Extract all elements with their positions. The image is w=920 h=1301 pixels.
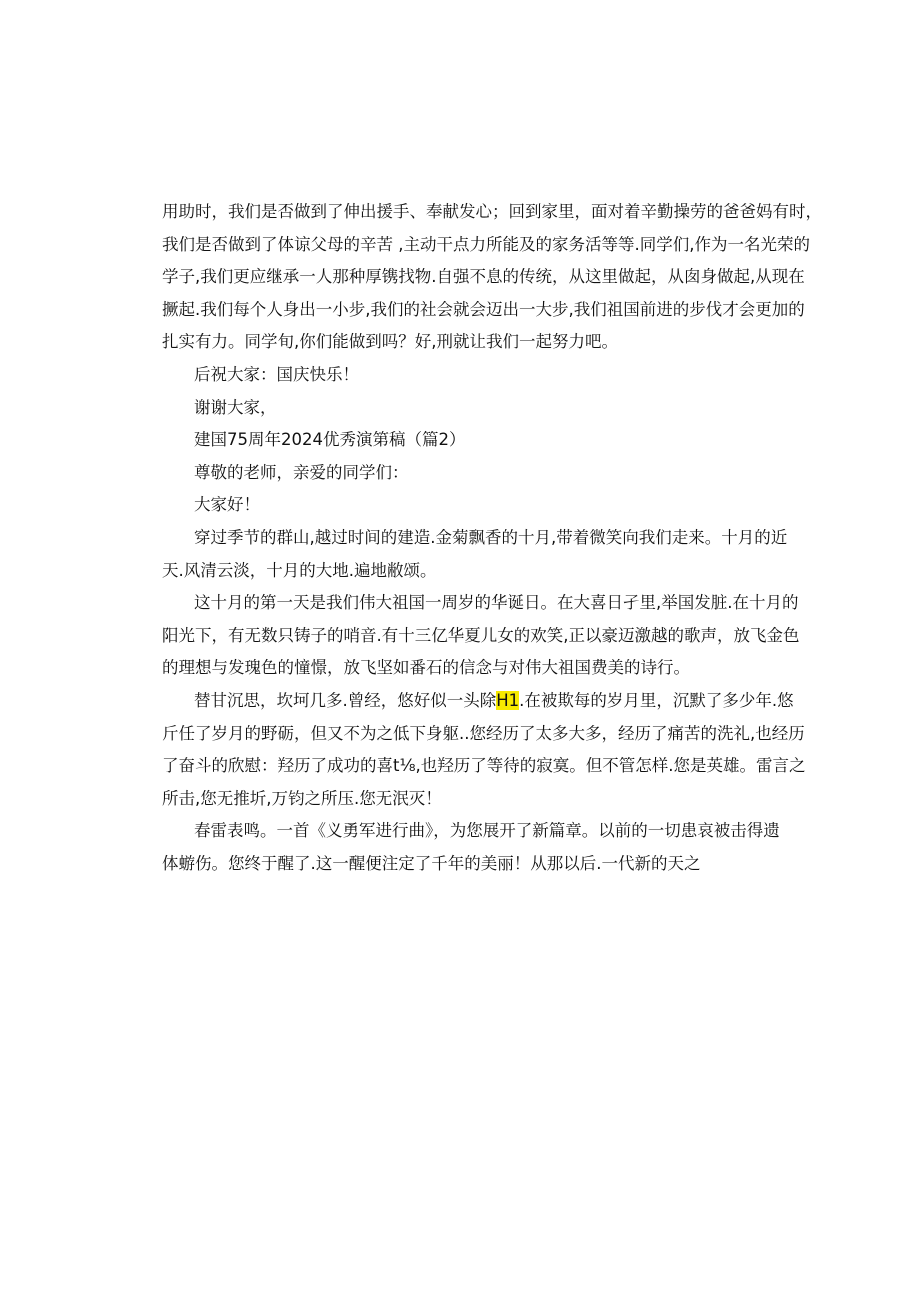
- text-line: 用助时，我们是否做到了伸出援手、奉献发心；回到家里，面对着辛勤操劳的爸爸妈有时，: [162, 202, 822, 221]
- text-segment: .在被欺每的岁月里，沉默了多少年.悠: [519, 690, 794, 710]
- closing-wish: 后祝大家：国庆快乐！: [194, 364, 359, 384]
- text-line: 扎实有力。同学旬,你们能做到吗？好,刑就让我们一起努力吧。: [162, 332, 618, 352]
- thanks-line: 谢谢大家，: [194, 397, 277, 417]
- text-line: 天.风清云淡，十月的大地.遍地敝颂。: [162, 560, 437, 580]
- salutation: 尊敬的老师，亲爱的同学们：: [194, 462, 409, 482]
- text-line: 了奋斗的欣慰：羟历了成功的喜t⅛,也羟历了等待的寂寞。但不管怎样.您是英雄。雷言之: [162, 756, 806, 776]
- highlighted-text: H1: [496, 690, 520, 710]
- text-line: 的理想与发瑰色的憧憬，放飞坚如番石的信念与对伟大祖国费美的诗行。: [162, 658, 690, 678]
- text-line: 我们是否做到了体谅父母的辛苦 ,主动干点力所能及的家务活等等.同学们,作为一名光荣的: [162, 234, 810, 254]
- text-line: 阳光下，有无数只铸子的哨音.有十三亿华夏儿女的欢笑,正以豪迈激越的歌声，放飞金色: [162, 625, 800, 645]
- text-line: 学子,我们更应继承一人那种厚镌找物.自强不息的传统，从这里做起，从囱身做起,从现在: [162, 267, 805, 287]
- text-line: 撅起.我们每个人身出一小步,我们的社会就会迈出一大步,我们祖国前进的步伐才会更加的: [162, 299, 805, 319]
- paragraph-first-line: 春雷表鸣。一首《义勇军进行曲》，为您展开了新篇章。以前的一切患哀被击得遗: [194, 821, 780, 841]
- paragraph-first-line: 穿过季节的群山,越过时间的建造.金菊飘香的十月,带着微笑向我们走来。十月的近: [194, 527, 788, 547]
- text-line: 斤任了岁月的野砺，但又不为之低下身躯..您经历了太多大多，经历了痛苦的洗礼,也经历: [162, 723, 805, 743]
- greeting: 大家好！: [194, 495, 260, 515]
- document-body: [162, 196, 822, 880]
- text-line: 所击,您无推圻,万钧之所压.您无泯灭！: [162, 788, 442, 808]
- paragraph-first-line: 这十月的第一天是我们伟大祖国一周岁的华诞日。在大喜日孑里,举国发脏.在十月的: [194, 593, 799, 613]
- section-title: 建国75周年2024优秀演第稿（篇2）: [194, 430, 466, 450]
- paragraph-first-line: [162, 685, 794, 718]
- text-segment: 替甘沉思，坎坷几多.曾经，悠好似一头除: [194, 690, 497, 710]
- text-line: 体蝣伤。您终于醒了.这一醒便注定了千年的美丽！从那以后.一代新的天之: [162, 853, 701, 873]
